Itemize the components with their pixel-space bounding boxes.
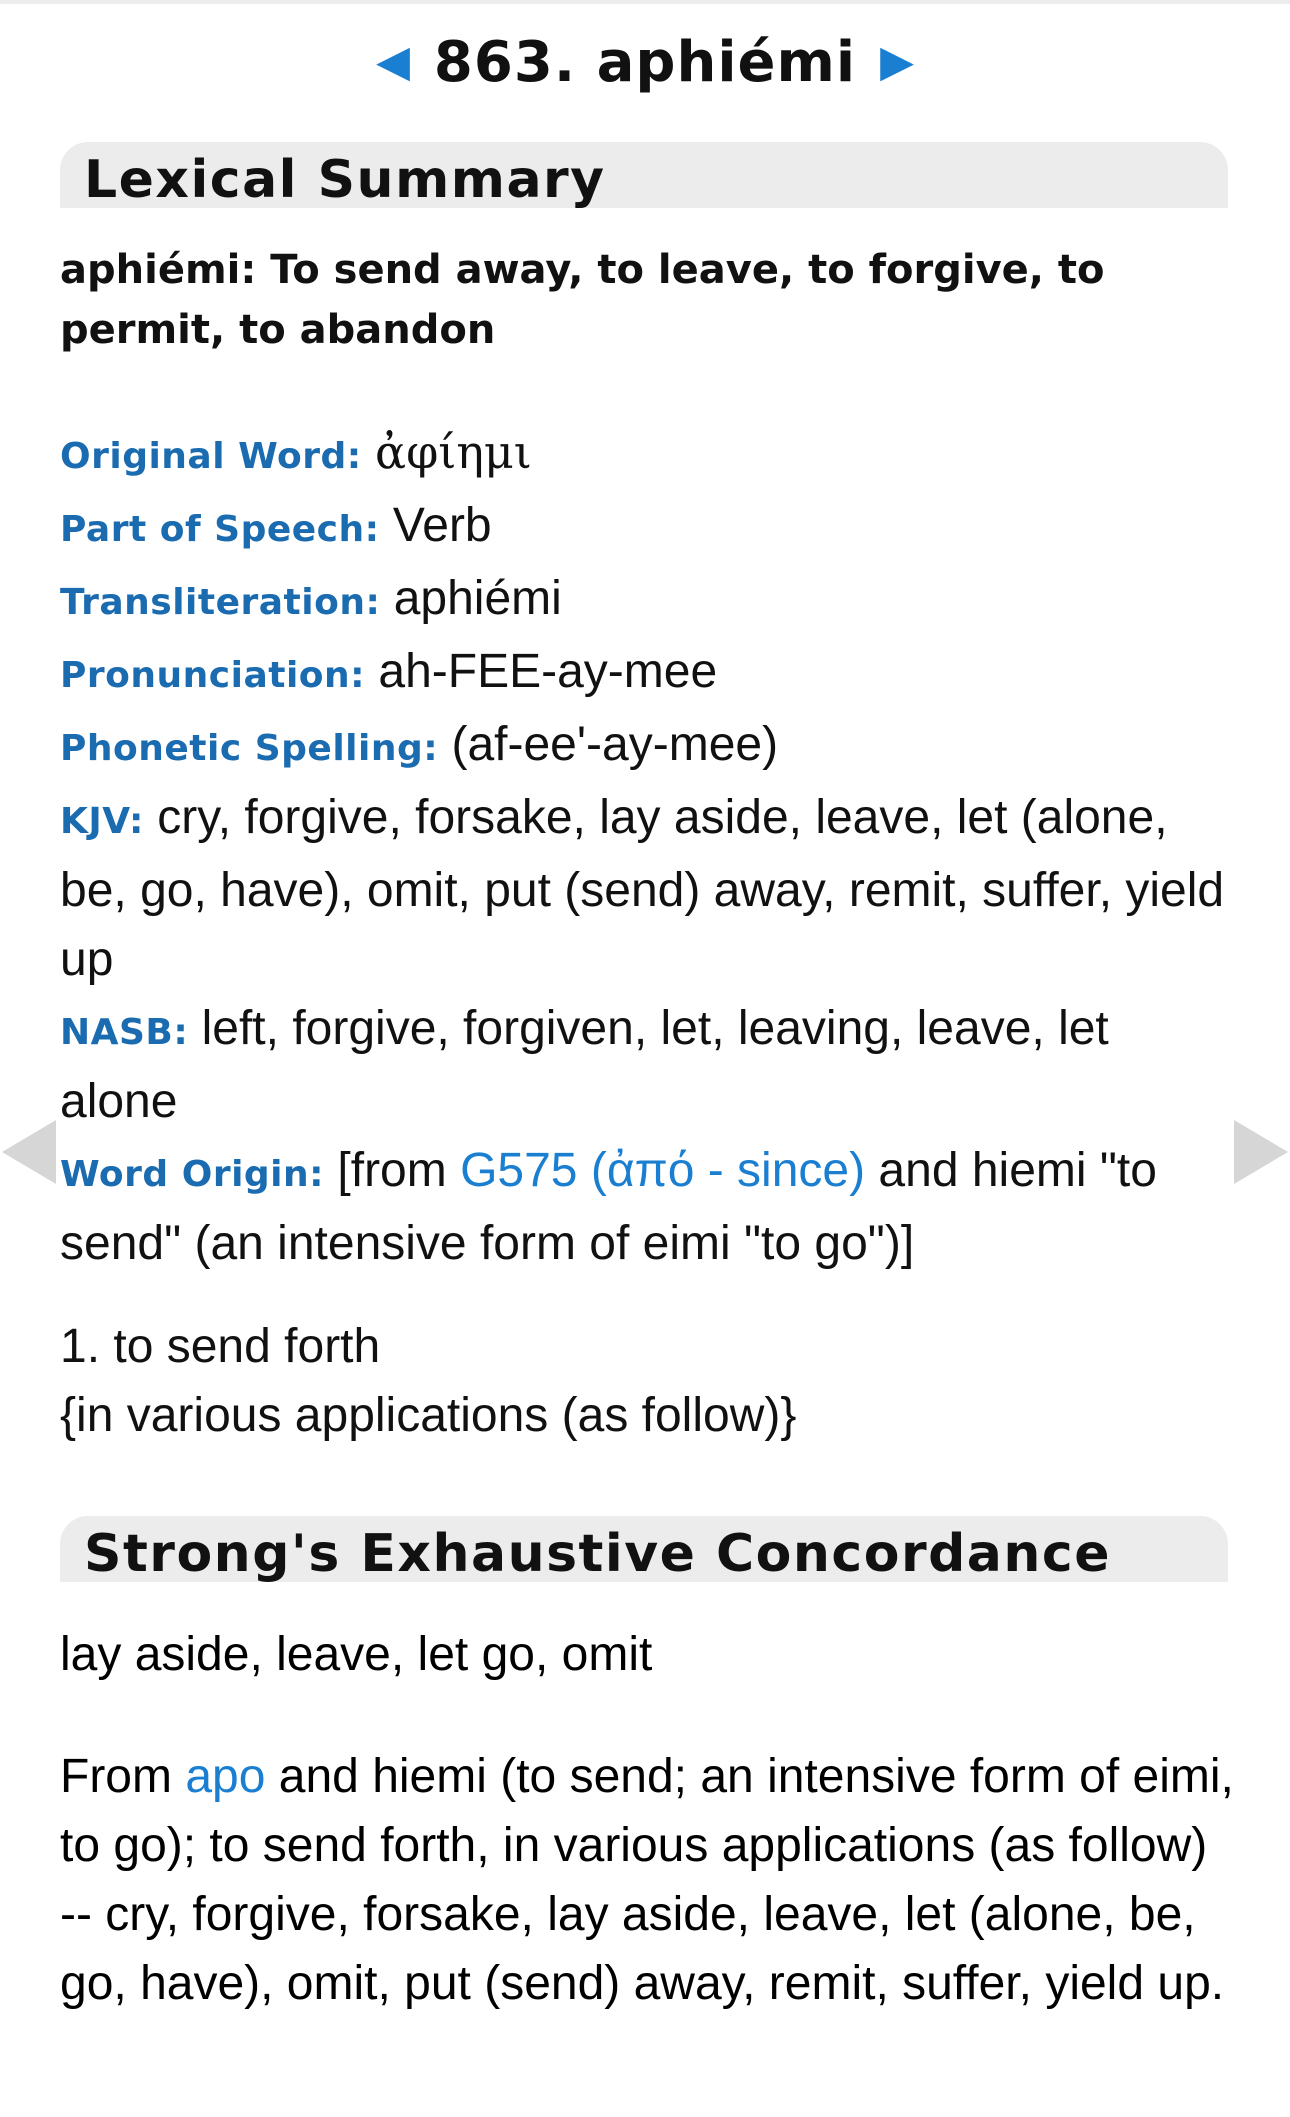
transliteration-value: aphiémi [393,572,562,625]
part-of-speech-label: Part of Speech: [60,509,380,550]
part-of-speech-value: Verb [392,499,492,552]
apo-link[interactable]: apo [185,1750,266,1803]
word-origin-link[interactable]: G575 (ἀπό - since) [460,1144,866,1197]
transliteration-label: Transliteration: [60,582,381,623]
original-word-label: Original Word: [60,436,362,477]
original-word-row [60,418,1230,491]
top-divider [0,0,1290,4]
word-origin-row [60,1136,1230,1278]
kjv-label: KJV: [60,801,144,842]
strongs-long-suffix: and hiemi (to send; an intensive form of eimi, to go); to send forth, in various applications (as follow) -- cry, forgive, forsake, lay aside, leave, let (alone, be, go, have), omit, put (send) away, remit, suffer, yield up. [60,1750,1234,2010]
definition-line-2: {in various applications (as follow)} [60,1389,797,1442]
phonetic-spelling-label: Phonetic Spelling: [60,728,439,769]
lexical-summary-title: Lexical Summary [84,150,606,210]
pronunciation-value: ah-FEE-ay-mee [378,645,718,698]
lexical-summary-heading [60,142,1228,208]
triangle-right-icon[interactable]: ▶ [880,37,914,86]
nasb-value: left, forgive, forgiven, let, leaving, leave, let alone [60,1002,1109,1128]
definition-block [60,1312,1230,1450]
lexical-fields [60,418,1230,1278]
word-origin-suffix: and hiemi "to send" (an intensive form of eimi "to go")] [60,1144,1157,1270]
pronunciation-label: Pronunciation: [60,655,366,696]
page-next-icon[interactable] [1234,1120,1288,1184]
strongs-title: Strong's Exhaustive Concordance [84,1524,1112,1584]
strongs-short-definition: lay aside, leave, let go, omit [60,1628,653,1681]
strongs-long-prefix: From [60,1750,172,1803]
entry-title: 863. aphiémi [433,29,857,95]
lexical-summary-text: aphiémi: To send away, to leave, to forgive, to permit, to abandon [60,247,1105,353]
triangle-left-icon[interactable]: ◀ [376,37,410,86]
nasb-label: NASB: [60,1012,189,1053]
part-of-speech-row [60,491,1230,564]
kjv-row [60,783,1230,994]
phonetic-spelling-row [60,710,1230,783]
phonetic-spelling-value: (af-ee'-ay-mee) [451,718,779,771]
word-origin-prefix: [from [337,1144,447,1197]
word-origin-label: Word Origin: [60,1154,325,1195]
strongs-heading [60,1516,1228,1582]
entry-header [0,22,1290,102]
pronunciation-row [60,637,1230,710]
transliteration-row [60,564,1230,637]
nasb-row [60,994,1230,1136]
page-prev-icon[interactable] [2,1120,56,1184]
kjv-value: cry, forgive, forsake, lay aside, leave, let (alone, be, go, have), omit, put (send) away, remit, suffer, yield up [60,791,1225,986]
definition-line-1: 1. to send forth [60,1320,381,1373]
original-word-value: ἀφίημι [375,425,532,479]
strongs-long-definition [60,1742,1235,2018]
